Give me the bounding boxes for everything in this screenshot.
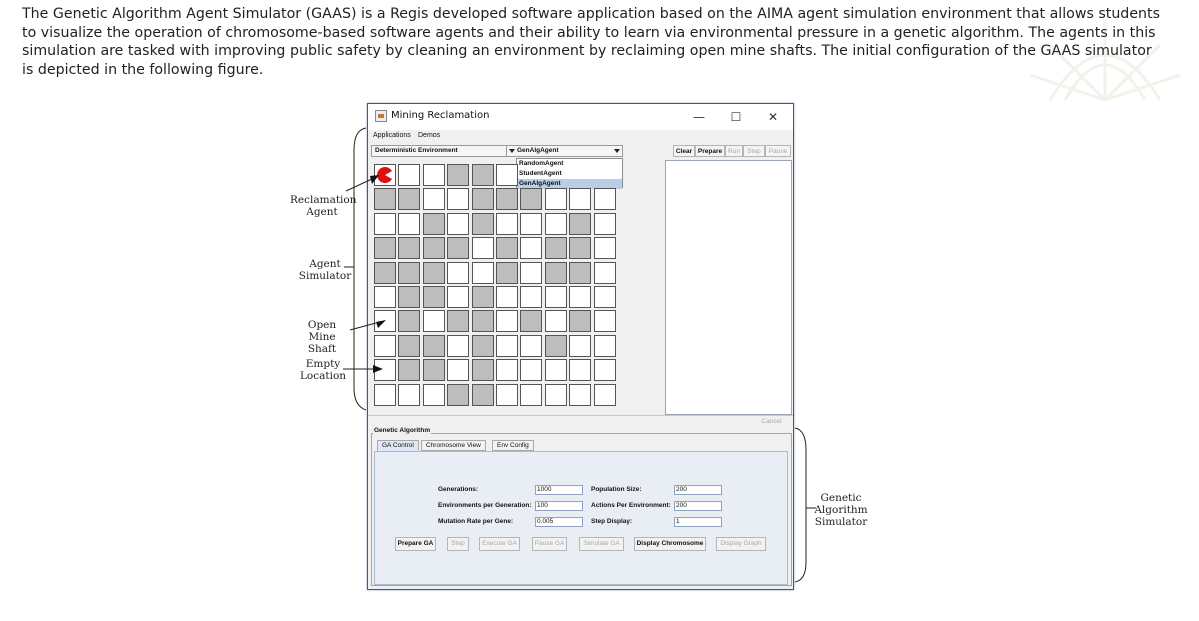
display-graph-button[interactable]: Display Graph	[716, 537, 766, 551]
agent-option[interactable]: StudentAgent	[519, 170, 562, 177]
left-bracket	[354, 128, 366, 410]
agent-option[interactable]: RandomAgent	[519, 160, 564, 167]
agent-option-selected[interactable]: GenAlgAgent	[517, 179, 622, 189]
actions-per-environment-input[interactable]: 200	[674, 501, 722, 511]
cancel-button[interactable]: Cancel	[761, 418, 782, 425]
empty-arrowhead	[373, 365, 383, 373]
genetic-algorithm-legend: Genetic Algorithm	[374, 427, 431, 434]
generations-input[interactable]: 1000	[535, 485, 583, 495]
intro-paragraph: The Genetic Algorithm Agent Simulator (GAAS) is a Regis developed software application based on the AIMA agent simulation environment that allows students to visualize the operation of chromosome-based software agents and their ability to learn via environmental pressure in a genetic algorithm. The agents in this simulation are tasked with improving public safety by cleaning an environment by reclaiming open mine shafts. The initial configuration of the GAAS simulator is depicted in the following figure.	[22, 6, 1160, 78]
callout-agent-simulator: Agent Simulator	[298, 258, 352, 282]
execute-ga-button[interactable]: Execute GA	[479, 537, 520, 551]
callout-genetic-algorithm-simulator: Genetic Algorithm Simulator	[814, 492, 868, 528]
agent-arrowhead	[370, 175, 379, 184]
clear-button[interactable]: Clear	[673, 145, 695, 157]
step-button[interactable]: Step	[743, 145, 765, 157]
menu-demos[interactable]: Demos	[418, 132, 441, 139]
simulate-ga-button[interactable]: Simulate GA	[579, 537, 624, 551]
mutation-rate-label: Mutation Rate per Gene:	[438, 518, 514, 525]
window-title: Mining Reclamation	[391, 110, 490, 121]
menu-applications[interactable]: Applications	[373, 132, 411, 139]
generations-label: Generations:	[438, 486, 479, 493]
step-display-input[interactable]: 1	[674, 517, 722, 527]
tab-env-config[interactable]: Env Config	[492, 440, 534, 451]
maximize-button[interactable]: ☐	[730, 110, 742, 124]
agent-select-value: GenAlgAgent	[517, 147, 559, 154]
callout-reclamation-agent: Reclamation Agent	[290, 194, 357, 218]
pause-button[interactable]: Pause	[765, 145, 791, 157]
callout-open-mine-shaft: Open Mine Shaft	[307, 319, 337, 355]
mutation-rate-input[interactable]: 0.005	[535, 517, 583, 527]
close-button[interactable]: ✕	[767, 110, 779, 124]
prepare-ga-button[interactable]: Prepare GA	[395, 537, 436, 551]
tab-chromosome-view[interactable]: Chromosome View	[421, 440, 486, 451]
actions-per-environment-label: Actions Per Environment:	[591, 502, 671, 509]
display-chromosome-button[interactable]: Display Chromosome	[634, 537, 706, 551]
envs-per-generation-label: Environments per Generation:	[438, 502, 532, 509]
callout-empty-location: Empty Location	[299, 358, 347, 382]
right-bracket	[795, 428, 806, 582]
population-size-input[interactable]: 200	[674, 485, 722, 495]
envs-per-generation-input[interactable]: 100	[535, 501, 583, 511]
step-display-label: Step Display:	[591, 518, 633, 525]
minimize-button[interactable]: —	[693, 110, 705, 124]
ga-step-button[interactable]: Step	[447, 537, 469, 551]
population-size-label: Population Size:	[591, 486, 642, 493]
run-button[interactable]: Run	[725, 145, 743, 157]
prepare-button[interactable]: Prepare	[695, 145, 725, 157]
environment-select-value: Deterministic Environment	[375, 147, 458, 154]
pause-ga-button[interactable]: Pause GA	[532, 537, 567, 551]
agent-pointer-line	[346, 179, 372, 191]
tab-ga-control[interactable]: GA Control	[377, 440, 419, 451]
shaft-arrowhead	[376, 320, 386, 328]
